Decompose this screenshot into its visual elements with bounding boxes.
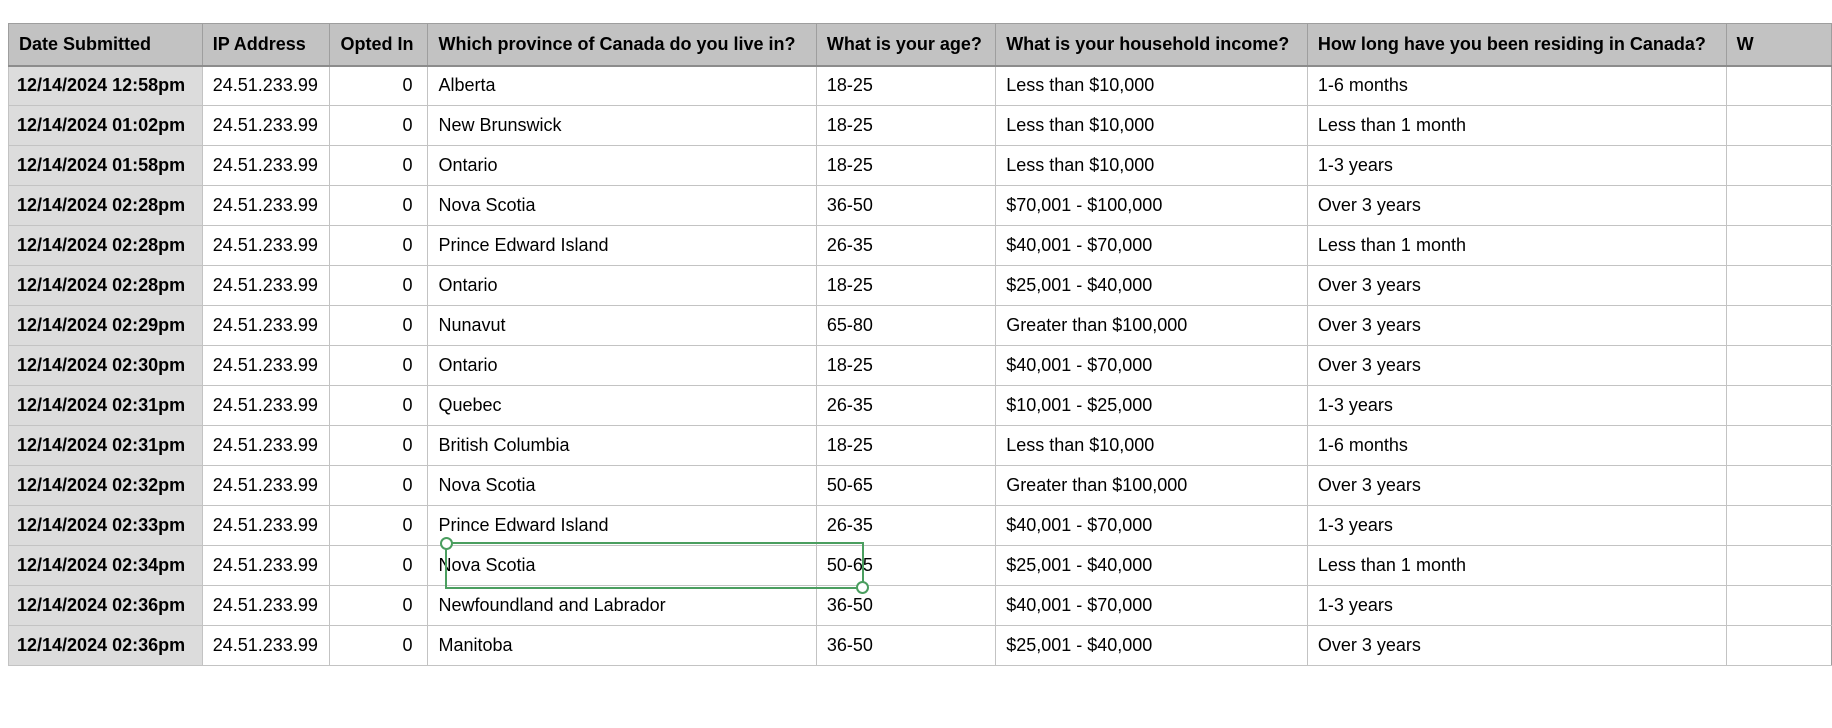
cell-opted[interactable]: 0 — [330, 146, 428, 186]
cell-opted[interactable]: 0 — [330, 626, 428, 666]
cell-province-selected[interactable]: Nova Scotia — [428, 546, 816, 586]
cell-clipped[interactable] — [1726, 586, 1831, 626]
cell-ip[interactable]: 24.51.233.99 — [202, 506, 330, 546]
cell-date[interactable]: 12/14/2024 02:28pm — [9, 266, 203, 306]
cell-age[interactable]: 26-35 — [816, 226, 995, 266]
cell-clipped[interactable] — [1726, 466, 1831, 506]
cell-opted[interactable]: 0 — [330, 346, 428, 386]
cell-province[interactable]: Ontario — [428, 146, 816, 186]
cell-clipped[interactable] — [1726, 426, 1831, 466]
cell-province[interactable]: British Columbia — [428, 426, 816, 466]
table-row — [9, 466, 1832, 506]
cell-residing[interactable]: 1-3 years — [1307, 586, 1726, 626]
cell-date[interactable]: 12/14/2024 01:02pm — [9, 106, 203, 146]
cell-clipped[interactable] — [1726, 546, 1831, 586]
cell-opted[interactable]: 0 — [330, 306, 428, 346]
selection-handle-top-left[interactable] — [440, 537, 453, 550]
cell-opted[interactable]: 0 — [330, 506, 428, 546]
cell-income[interactable]: $25,001 - $40,000 — [996, 546, 1308, 586]
cell-age[interactable]: 50-65 — [816, 466, 995, 506]
cell-age[interactable]: 50-65 — [816, 546, 995, 586]
cell-clipped[interactable] — [1726, 266, 1831, 306]
cell-ip[interactable]: 24.51.233.99 — [202, 226, 330, 266]
table-row — [9, 266, 1832, 306]
cell-income[interactable]: Greater than $100,000 — [996, 306, 1308, 346]
cell-opted[interactable]: 0 — [330, 586, 428, 626]
cell-date[interactable]: 12/14/2024 02:28pm — [9, 186, 203, 226]
cell-clipped[interactable] — [1726, 226, 1831, 266]
cell-residing[interactable]: Over 3 years — [1307, 266, 1726, 306]
cell-province[interactable]: Newfoundland and Labrador — [428, 586, 816, 626]
cell-age[interactable]: 26-35 — [816, 506, 995, 546]
cell-date[interactable]: 12/14/2024 02:30pm — [9, 346, 203, 386]
cell-income[interactable]: $40,001 - $70,000 — [996, 506, 1308, 546]
cell-ip[interactable]: 24.51.233.99 — [202, 586, 330, 626]
cell-income[interactable]: Less than $10,000 — [996, 106, 1308, 146]
cell-age[interactable]: 18-25 — [816, 346, 995, 386]
cell-residing[interactable]: Over 3 years — [1307, 306, 1726, 346]
cell-clipped[interactable] — [1726, 106, 1831, 146]
cell-ip[interactable]: 24.51.233.99 — [202, 426, 330, 466]
cell-income[interactable]: $40,001 - $70,000 — [996, 586, 1308, 626]
cell-residing[interactable]: Less than 1 month — [1307, 546, 1726, 586]
cell-income[interactable]: Less than $10,000 — [996, 146, 1308, 186]
cell-opted[interactable]: 0 — [330, 266, 428, 306]
cell-clipped[interactable] — [1726, 306, 1831, 346]
cell-age[interactable]: 36-50 — [816, 626, 995, 666]
column-header-income[interactable]: What is your household income? — [996, 24, 1308, 66]
cell-residing[interactable]: 1-3 years — [1307, 506, 1726, 546]
cell-opted[interactable]: 0 — [330, 106, 428, 146]
cell-date[interactable]: 12/14/2024 02:32pm — [9, 466, 203, 506]
cell-residing[interactable]: Over 3 years — [1307, 626, 1726, 666]
cell-residing[interactable]: 1-6 months — [1307, 66, 1726, 106]
cell-date[interactable]: 12/14/2024 02:33pm — [9, 506, 203, 546]
cell-age[interactable]: 18-25 — [816, 266, 995, 306]
table-row — [9, 146, 1832, 186]
table-row — [9, 626, 1832, 666]
cell-clipped[interactable] — [1726, 186, 1831, 226]
table-row — [9, 426, 1832, 466]
cell-clipped[interactable] — [1726, 626, 1831, 666]
cell-province[interactable]: New Brunswick — [428, 106, 816, 146]
cell-income[interactable]: Less than $10,000 — [996, 66, 1308, 106]
table-row — [9, 226, 1832, 266]
column-header-date[interactable]: Date Submitted — [9, 24, 203, 66]
cell-ip[interactable]: 24.51.233.99 — [202, 106, 330, 146]
cell-income[interactable]: $70,001 - $100,000 — [996, 186, 1308, 226]
cell-ip[interactable]: 24.51.233.99 — [202, 386, 330, 426]
cell-age[interactable]: 18-25 — [816, 66, 995, 106]
cell-income[interactable]: $40,001 - $70,000 — [996, 346, 1308, 386]
cell-clipped[interactable] — [1726, 346, 1831, 386]
table-row — [9, 186, 1832, 226]
cell-date[interactable]: 12/14/2024 02:36pm — [9, 626, 203, 666]
cell-age[interactable]: 18-25 — [816, 426, 995, 466]
cell-opted[interactable]: 0 — [330, 386, 428, 426]
cell-province[interactable]: Nova Scotia — [428, 186, 816, 226]
cell-income[interactable]: Greater than $100,000 — [996, 466, 1308, 506]
cell-residing[interactable]: Less than 1 month — [1307, 226, 1726, 266]
table-body — [9, 66, 1832, 666]
cell-residing[interactable]: 1-6 months — [1307, 426, 1726, 466]
cell-province[interactable]: Prince Edward Island — [428, 506, 816, 546]
column-header-age[interactable]: What is your age? — [816, 24, 995, 66]
cell-age[interactable]: 18-25 — [816, 106, 995, 146]
cell-residing[interactable]: 1-3 years — [1307, 146, 1726, 186]
cell-ip[interactable]: 24.51.233.99 — [202, 66, 330, 106]
cell-date[interactable]: 12/14/2024 12:58pm — [9, 66, 203, 106]
cell-date[interactable]: 12/14/2024 02:36pm — [9, 586, 203, 626]
cell-province[interactable]: Prince Edward Island — [428, 226, 816, 266]
cell-opted[interactable]: 0 — [330, 546, 428, 586]
cell-date[interactable]: 12/14/2024 02:31pm — [9, 386, 203, 426]
cell-opted[interactable]: 0 — [330, 466, 428, 506]
cell-clipped[interactable] — [1726, 386, 1831, 426]
cell-ip[interactable]: 24.51.233.99 — [202, 186, 330, 226]
cell-opted[interactable]: 0 — [330, 426, 428, 466]
cell-opted[interactable]: 0 — [330, 66, 428, 106]
cell-ip[interactable]: 24.51.233.99 — [202, 266, 330, 306]
cell-income[interactable]: Less than $10,000 — [996, 426, 1308, 466]
cell-ip[interactable]: 24.51.233.99 — [202, 546, 330, 586]
cell-opted[interactable]: 0 — [330, 186, 428, 226]
selection-handle-bottom-right[interactable] — [856, 581, 869, 594]
table-row — [9, 306, 1832, 346]
cell-date[interactable]: 12/14/2024 02:34pm — [9, 546, 203, 586]
cell-province[interactable]: Ontario — [428, 346, 816, 386]
cell-date[interactable]: 12/14/2024 02:31pm — [9, 426, 203, 466]
cell-clipped[interactable] — [1726, 66, 1831, 106]
cell-ip[interactable]: 24.51.233.99 — [202, 306, 330, 346]
cell-income[interactable]: $25,001 - $40,000 — [996, 626, 1308, 666]
cell-residing[interactable]: Less than 1 month — [1307, 106, 1726, 146]
table-row — [9, 106, 1832, 146]
column-header-clipped[interactable]: W — [1726, 24, 1831, 66]
cell-age[interactable]: 26-35 — [816, 386, 995, 426]
column-header-opted[interactable]: Opted In — [330, 24, 428, 66]
cell-province[interactable]: Ontario — [428, 266, 816, 306]
cell-age[interactable]: 65-80 — [816, 306, 995, 346]
cell-ip[interactable]: 24.51.233.99 — [202, 466, 330, 506]
survey-responses-table — [8, 23, 1832, 666]
cell-clipped[interactable] — [1726, 506, 1831, 546]
cell-ip[interactable]: 24.51.233.99 — [202, 346, 330, 386]
table-row — [9, 586, 1832, 626]
cell-province[interactable]: Nova Scotia — [428, 466, 816, 506]
cell-ip[interactable]: 24.51.233.99 — [202, 626, 330, 666]
table-row — [9, 66, 1832, 106]
cell-age[interactable]: 36-50 — [816, 186, 995, 226]
cell-income[interactable]: $10,001 - $25,000 — [996, 386, 1308, 426]
table-row — [9, 506, 1832, 546]
column-header-province[interactable]: Which province of Canada do you live in? — [428, 24, 816, 66]
cell-date[interactable]: 12/14/2024 02:28pm — [9, 226, 203, 266]
column-header-residing[interactable]: How long have you been residing in Canada? — [1307, 24, 1726, 66]
header-row — [9, 24, 1832, 66]
column-header-ip[interactable]: IP Address — [202, 24, 330, 66]
cell-province[interactable]: Alberta — [428, 66, 816, 106]
cell-date[interactable]: 12/14/2024 02:29pm — [9, 306, 203, 346]
cell-opted[interactable]: 0 — [330, 226, 428, 266]
cell-residing[interactable]: Over 3 years — [1307, 186, 1726, 226]
cell-income[interactable]: $40,001 - $70,000 — [996, 226, 1308, 266]
cell-residing[interactable]: Over 3 years — [1307, 346, 1726, 386]
cell-date[interactable]: 12/14/2024 01:58pm — [9, 146, 203, 186]
cell-province[interactable]: Nunavut — [428, 306, 816, 346]
cell-residing[interactable]: Over 3 years — [1307, 466, 1726, 506]
cell-province[interactable]: Quebec — [428, 386, 816, 426]
cell-age[interactable]: 36-50 — [816, 586, 995, 626]
table-row — [9, 546, 1832, 586]
cell-ip[interactable]: 24.51.233.99 — [202, 146, 330, 186]
cell-income[interactable]: $25,001 - $40,000 — [996, 266, 1308, 306]
table-row — [9, 386, 1832, 426]
cell-residing[interactable]: 1-3 years — [1307, 386, 1726, 426]
cell-age[interactable]: 18-25 — [816, 146, 995, 186]
cell-province[interactable]: Manitoba — [428, 626, 816, 666]
table-row — [9, 346, 1832, 386]
cell-clipped[interactable] — [1726, 146, 1831, 186]
survey-responses-sheet — [8, 23, 1832, 666]
